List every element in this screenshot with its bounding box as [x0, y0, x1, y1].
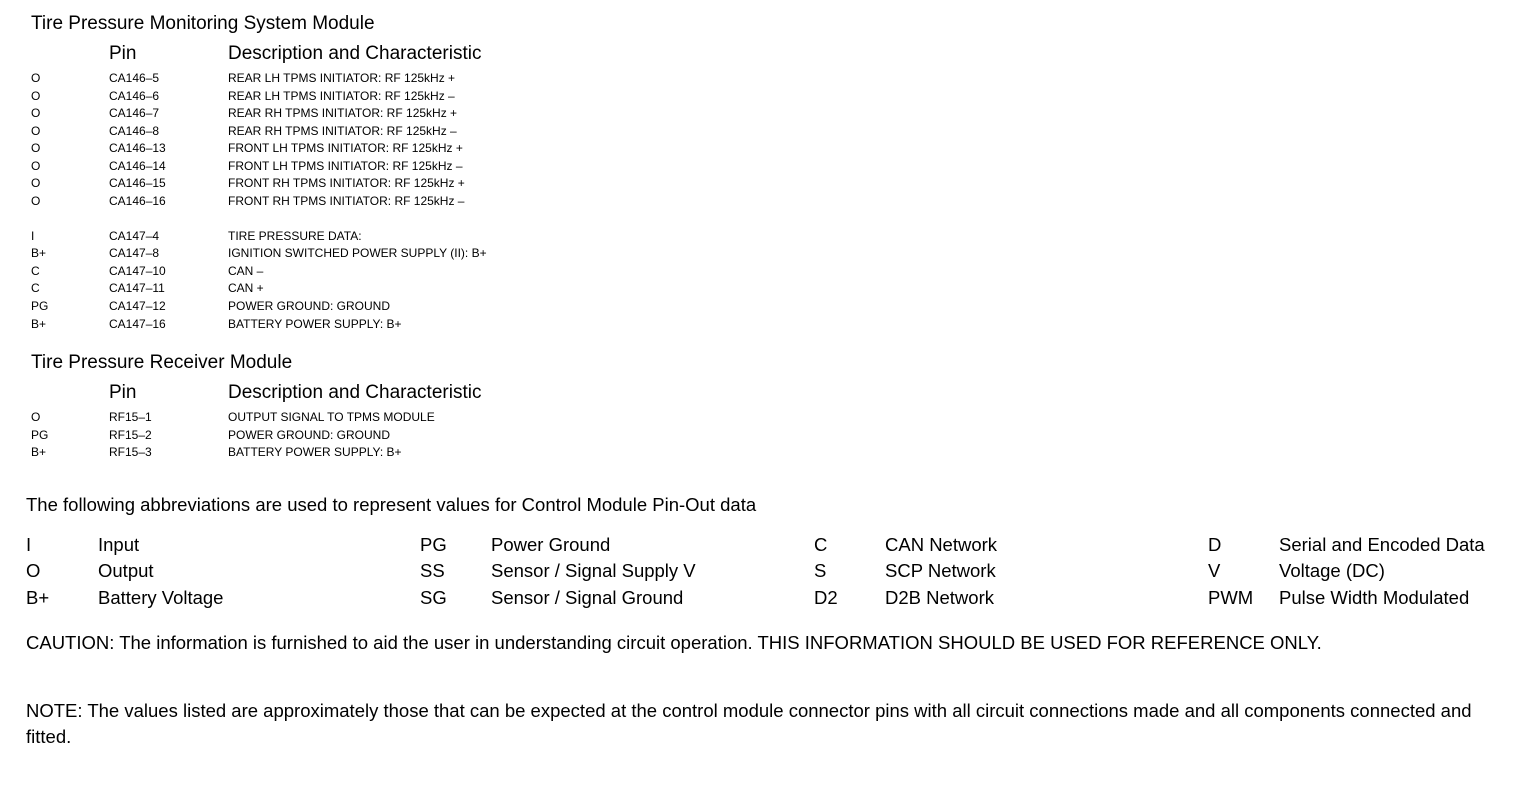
abbr-code: SS [420, 560, 445, 581]
module1-title: Tire Pressure Monitoring System Module [31, 13, 375, 34]
pin-id: RF15–2 [109, 428, 152, 442]
pin-description: REAR LH TPMS INITIATOR: RF 125kHz – [228, 89, 455, 103]
pin-id: CA147–16 [109, 317, 166, 331]
pin-description: BATTERY POWER SUPPLY: B+ [228, 445, 402, 459]
pin-description: REAR RH TPMS INITIATOR: RF 125kHz + [228, 106, 458, 120]
pin-description: POWER GROUND: GROUND [228, 428, 390, 442]
abbr-code: D2 [814, 587, 838, 608]
pin-description: FRONT LH TPMS INITIATOR: RF 125kHz + [228, 141, 463, 155]
pin-description: CAN – [228, 264, 264, 278]
pin-id: CA147–11 [109, 281, 165, 295]
abbr-code: S [814, 560, 827, 581]
pin-type: C [31, 281, 40, 295]
abbr-meaning: Pulse Width Modulated [1279, 587, 1470, 608]
abbr-meaning: Output [98, 560, 154, 581]
pin-type: O [31, 410, 41, 424]
abbr-meaning: SCP Network [885, 560, 996, 581]
pin-type: O [31, 176, 41, 190]
pin-type: O [31, 194, 41, 208]
abbr-meaning: Battery Voltage [98, 587, 224, 608]
pin-description: OUTPUT SIGNAL TO TPMS MODULE [228, 410, 435, 424]
pin-type: B+ [31, 246, 47, 260]
pin-type: O [31, 71, 41, 85]
pin-id: CA146–14 [109, 159, 166, 173]
pin-description: BATTERY POWER SUPPLY: B+ [228, 317, 402, 331]
pin-id: CA146–5 [109, 71, 160, 85]
pin-id: CA146–7 [109, 106, 160, 120]
pin-id: CA146–15 [109, 176, 166, 190]
module2-title: Tire Pressure Receiver Module [31, 352, 293, 373]
abbr-meaning: Voltage (DC) [1279, 560, 1385, 581]
pin-id: CA147–4 [109, 229, 160, 243]
abbr-meaning: Sensor / Signal Supply V [491, 560, 696, 581]
abbreviations-title: The following abbreviations are used to represent values for Control Module Pin-Out data [26, 494, 757, 515]
pin-type: O [31, 141, 41, 155]
pin-type: PG [31, 299, 49, 313]
pin-description: TIRE PRESSURE DATA: [228, 229, 362, 243]
pin-id: CA147–8 [109, 246, 160, 260]
pin-type: B+ [31, 317, 47, 331]
pin-description: FRONT RH TPMS INITIATOR: RF 125kHz – [228, 194, 465, 208]
pin-description: FRONT LH TPMS INITIATOR: RF 125kHz – [228, 159, 463, 173]
pin-type: PG [31, 428, 49, 442]
pin-type: O [31, 159, 41, 173]
pin-id: RF15–1 [109, 410, 152, 424]
module1-desc-header: Description and Characteristic [228, 43, 482, 64]
pin-description: CAN + [228, 281, 264, 295]
pin-description: REAR LH TPMS INITIATOR: RF 125kHz + [228, 71, 456, 85]
abbr-code: V [1208, 560, 1221, 581]
pin-id: CA146–13 [109, 141, 166, 155]
pin-id: CA146–8 [109, 124, 160, 138]
abbr-code: B+ [26, 587, 50, 608]
pin-type: O [31, 106, 41, 120]
abbr-meaning: D2B Network [885, 587, 994, 608]
pin-id: CA147–12 [109, 299, 166, 313]
note-text: NOTE: The values listed are approximately those that can be expected at the control module connector pins with all circuit connections made and all components connected and fitted. [26, 700, 1472, 747]
abbr-meaning: Serial and Encoded Data [1279, 534, 1485, 555]
pin-id: RF15–3 [109, 445, 152, 459]
pin-type: O [31, 124, 41, 138]
pin-description: REAR RH TPMS INITIATOR: RF 125kHz – [228, 124, 457, 138]
abbr-code: C [814, 534, 828, 555]
abbr-meaning: CAN Network [885, 534, 998, 555]
pin-type: O [31, 89, 41, 103]
pin-description: POWER GROUND: GROUND [228, 299, 390, 313]
abbr-code: SG [420, 587, 447, 608]
pin-id: CA147–10 [109, 264, 166, 278]
module1-pin-header: Pin [109, 43, 137, 64]
abbr-code: O [26, 560, 41, 581]
pin-type: C [31, 264, 40, 278]
abbr-code: PWM [1208, 587, 1254, 608]
pin-id: CA146–6 [109, 89, 160, 103]
module2-desc-header: Description and Characteristic [228, 382, 482, 403]
pin-id: CA146–16 [109, 194, 166, 208]
abbr-code: I [26, 534, 32, 555]
pin-description: IGNITION SWITCHED POWER SUPPLY (II): B+ [228, 246, 487, 260]
abbr-meaning: Power Ground [491, 534, 611, 555]
pin-type: I [31, 229, 35, 243]
caution-text: CAUTION: The information is furnished to aid the user in understanding circuit operation. THIS INFORMATION SHOULD BE USED FOR REFERENCE ONLY. [26, 632, 1322, 653]
abbr-code: D [1208, 534, 1222, 555]
pin-description: FRONT RH TPMS INITIATOR: RF 125kHz + [228, 176, 465, 190]
abbr-meaning: Sensor / Signal Ground [491, 587, 684, 608]
abbr-meaning: Input [98, 534, 140, 555]
pin-type: B+ [31, 445, 47, 459]
module2-pin-header: Pin [109, 382, 137, 403]
abbr-code: PG [420, 534, 447, 555]
